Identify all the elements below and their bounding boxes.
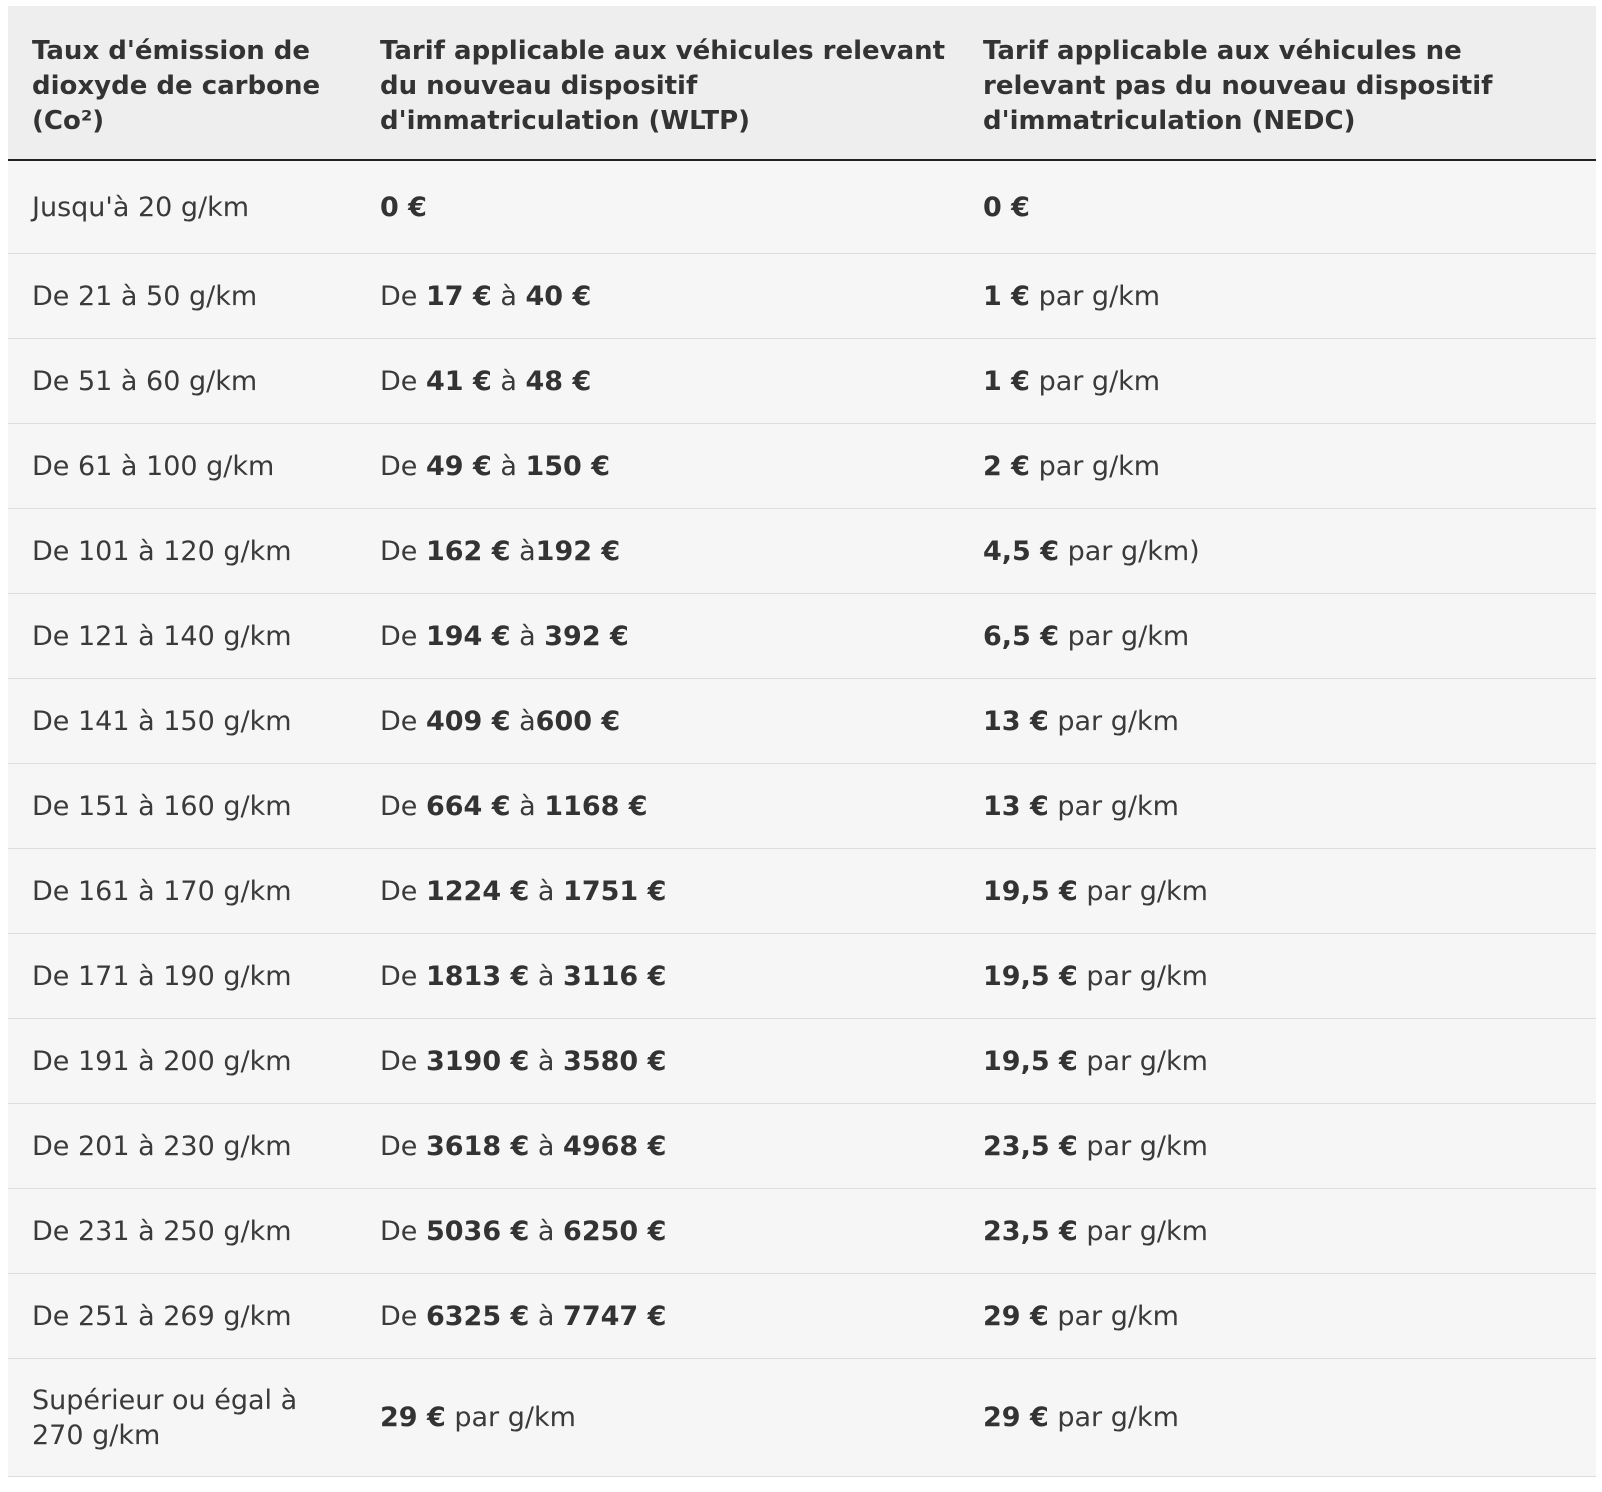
nedc-amount: 6,5 € — [983, 620, 1060, 652]
wltp-amount-to: 192 € — [535, 535, 621, 567]
table-row — [8, 1104, 1596, 1189]
nedc-tariff-cell — [959, 1274, 1596, 1359]
nedc-unit: par g/km — [1077, 1130, 1208, 1162]
wltp-amount-to: 600 € — [535, 705, 621, 737]
wltp-tariff-cell — [356, 1359, 959, 1477]
table-row — [8, 849, 1596, 934]
wltp-amount-from: 49 € — [425, 450, 492, 482]
wltp-amount-to: 3580 € — [563, 1045, 667, 1077]
wltp-amount-to: 48 € — [525, 365, 592, 397]
nedc-amount: 23,5 € — [983, 1215, 1078, 1247]
wltp-amount-to: 4968 € — [563, 1130, 667, 1162]
wltp-prefix: De — [380, 1215, 426, 1247]
co2-rate-cell: De 201 à 230 g/km — [8, 1104, 356, 1189]
nedc-unit: par g/km — [1077, 1045, 1208, 1077]
wltp-amount-to: 392 € — [544, 620, 629, 652]
wltp-tariff-cell — [356, 160, 959, 254]
nedc-unit: par g/km — [1059, 620, 1190, 652]
wltp-amount-to: 150 € — [525, 450, 611, 482]
wltp-connector: à — [529, 1045, 564, 1077]
co2-rate-cell: De 251 à 269 g/km — [8, 1274, 356, 1359]
wltp-connector: à — [529, 1300, 564, 1332]
wltp-amount-from: 1224 € — [425, 875, 530, 907]
wltp-prefix: De — [380, 620, 426, 652]
nedc-tariff-cell — [959, 1359, 1596, 1477]
table-row — [8, 594, 1596, 679]
nedc-amount: 13 € — [983, 790, 1049, 822]
wltp-tariff-cell — [356, 424, 959, 509]
nedc-tariff-cell — [959, 509, 1596, 594]
wltp-tariff-cell — [356, 339, 959, 424]
nedc-unit: par g/km — [1029, 280, 1161, 312]
co2-rate-cell: De 191 à 200 g/km — [8, 1019, 356, 1104]
wltp-connector: à — [510, 535, 536, 567]
wltp-prefix: De — [380, 450, 426, 482]
wltp-connector: à — [491, 280, 526, 312]
wltp-amount-from: 664 € — [425, 790, 511, 822]
table-row — [8, 254, 1596, 339]
wltp-tariff-cell — [356, 1274, 959, 1359]
nedc-tariff-cell — [959, 339, 1596, 424]
table-row — [8, 1359, 1596, 1477]
wltp-prefix: De — [380, 280, 426, 312]
co2-rate-cell: De 21 à 50 g/km — [8, 254, 356, 339]
wltp-prefix: De — [380, 1300, 426, 1332]
nedc-tariff-cell — [959, 679, 1596, 764]
wltp-amount-from: 6325 € — [425, 1300, 530, 1332]
wltp-unit: par g/km — [445, 1402, 576, 1433]
table-header — [8, 6, 1596, 160]
wltp-amount-from: 5036 € — [425, 1215, 530, 1247]
table-body — [8, 160, 1596, 1477]
wltp-connector: à — [510, 620, 545, 652]
wltp-amount-from: 1813 € — [425, 960, 530, 992]
wltp-connector: à — [491, 450, 526, 482]
nedc-amount: 29 € — [983, 1402, 1049, 1433]
nedc-amount: 0 € — [983, 191, 1030, 223]
nedc-amount: 4,5 € — [983, 535, 1060, 567]
nedc-amount: 19,5 € — [983, 960, 1078, 992]
wltp-prefix: De — [380, 790, 426, 822]
table-row — [8, 160, 1596, 254]
wltp-tariff-cell — [356, 594, 959, 679]
co2-rate-cell: De 101 à 120 g/km — [8, 509, 356, 594]
wltp-amount-to: 40 € — [525, 280, 592, 312]
wltp-connector: à — [510, 790, 545, 822]
wltp-prefix: De — [380, 365, 426, 397]
nedc-amount: 13 € — [983, 705, 1049, 737]
wltp-amount-to: 6250 € — [563, 1215, 667, 1247]
nedc-unit: par g/km — [1077, 960, 1208, 992]
nedc-unit: par g/km — [1048, 1300, 1179, 1332]
nedc-tariff-cell — [959, 1104, 1596, 1189]
wltp-prefix: De — [380, 705, 426, 737]
wltp-amount-from: 409 € — [425, 705, 511, 737]
wltp-tariff-cell — [356, 1104, 959, 1189]
header-co2-rate: Taux d'émission de dioxyde de carbone (Co²) — [8, 6, 356, 160]
wltp-connector: à — [529, 875, 564, 907]
nedc-unit: par g/km) — [1059, 535, 1200, 567]
wltp-tariff-cell — [356, 254, 959, 339]
tariff-table — [8, 6, 1596, 1477]
table-row — [8, 424, 1596, 509]
table-row — [8, 764, 1596, 849]
nedc-unit: par g/km — [1077, 875, 1208, 907]
wltp-tariff-cell — [356, 679, 959, 764]
co2-rate-cell: De 51 à 60 g/km — [8, 339, 356, 424]
wltp-amount: 0 € — [380, 191, 427, 223]
nedc-amount: 19,5 € — [983, 1045, 1078, 1077]
nedc-tariff-cell — [959, 424, 1596, 509]
co2-rate-cell: De 161 à 170 g/km — [8, 849, 356, 934]
wltp-amount-from: 194 € — [425, 620, 511, 652]
nedc-unit: par g/km — [1048, 1402, 1179, 1433]
nedc-amount: 29 € — [983, 1300, 1049, 1332]
wltp-prefix: De — [380, 1130, 426, 1162]
nedc-tariff-cell — [959, 1019, 1596, 1104]
wltp-connector: à — [529, 1130, 564, 1162]
wltp-amount-to: 7747 € — [563, 1300, 667, 1332]
wltp-connector: à — [529, 960, 564, 992]
wltp-prefix: De — [380, 535, 426, 567]
wltp-tariff-cell — [356, 1019, 959, 1104]
wltp-tariff-cell — [356, 849, 959, 934]
wltp-amount-to: 3116 € — [563, 960, 667, 992]
table-row — [8, 1274, 1596, 1359]
wltp-tariff-cell — [356, 934, 959, 1019]
nedc-tariff-cell — [959, 160, 1596, 254]
co2-rate-cell: De 151 à 160 g/km — [8, 764, 356, 849]
wltp-tariff-cell — [356, 764, 959, 849]
nedc-amount: 2 € — [983, 450, 1030, 482]
wltp-amount-from: 162 € — [425, 535, 511, 567]
nedc-tariff-cell — [959, 849, 1596, 934]
wltp-prefix: De — [380, 960, 426, 992]
nedc-unit: par g/km — [1048, 705, 1179, 737]
nedc-amount: 23,5 € — [983, 1130, 1078, 1162]
nedc-unit: par g/km — [1077, 1215, 1208, 1247]
wltp-amount-to: 1168 € — [544, 790, 648, 822]
wltp-tariff-cell — [356, 509, 959, 594]
table-row — [8, 1019, 1596, 1104]
wltp-connector: à — [529, 1215, 564, 1247]
nedc-amount: 19,5 € — [983, 875, 1078, 907]
co2-rate-cell: De 121 à 140 g/km — [8, 594, 356, 679]
nedc-tariff-cell — [959, 254, 1596, 339]
co2-rate-cell: Jusqu'à 20 g/km — [8, 160, 356, 254]
nedc-tariff-cell — [959, 1189, 1596, 1274]
header-nedc-tariff: Tarif applicable aux véhicules ne relevant pas du nouveau dispositif d'immatriculation (NEDC) — [959, 6, 1596, 160]
table-row — [8, 679, 1596, 764]
wltp-prefix: De — [380, 875, 426, 907]
wltp-amount-from: 3618 € — [425, 1130, 530, 1162]
nedc-amount: 1 € — [983, 280, 1030, 312]
wltp-amount-to: 1751 € — [563, 875, 667, 907]
wltp-amount-from: 17 € — [425, 280, 492, 312]
co2-rate-cell: Supérieur ou égal à 270 g/km — [8, 1359, 356, 1477]
table-row — [8, 1189, 1596, 1274]
header-wltp-tariff: Tarif applicable aux véhicules relevant du nouveau dispositif d'immatriculation (WLTP) — [356, 6, 959, 160]
wltp-connector: à — [510, 705, 536, 737]
wltp-amount-from: 3190 € — [425, 1045, 530, 1077]
nedc-unit: par g/km — [1029, 365, 1161, 397]
wltp-tariff-cell — [356, 1189, 959, 1274]
table-row — [8, 339, 1596, 424]
nedc-unit: par g/km — [1029, 450, 1161, 482]
nedc-unit: par g/km — [1048, 790, 1179, 822]
co2-rate-cell: De 61 à 100 g/km — [8, 424, 356, 509]
tariff-table-container — [8, 6, 1596, 1477]
wltp-amount: 29 € — [380, 1402, 446, 1433]
table-row — [8, 934, 1596, 1019]
table-row — [8, 509, 1596, 594]
wltp-prefix: De — [380, 1045, 426, 1077]
co2-rate-cell: De 141 à 150 g/km — [8, 679, 356, 764]
header-row — [8, 6, 1596, 160]
nedc-tariff-cell — [959, 594, 1596, 679]
nedc-tariff-cell — [959, 764, 1596, 849]
wltp-amount-from: 41 € — [425, 365, 492, 397]
co2-rate-cell: De 231 à 250 g/km — [8, 1189, 356, 1274]
co2-rate-cell: De 171 à 190 g/km — [8, 934, 356, 1019]
nedc-tariff-cell — [959, 934, 1596, 1019]
wltp-connector: à — [491, 365, 526, 397]
nedc-amount: 1 € — [983, 365, 1030, 397]
